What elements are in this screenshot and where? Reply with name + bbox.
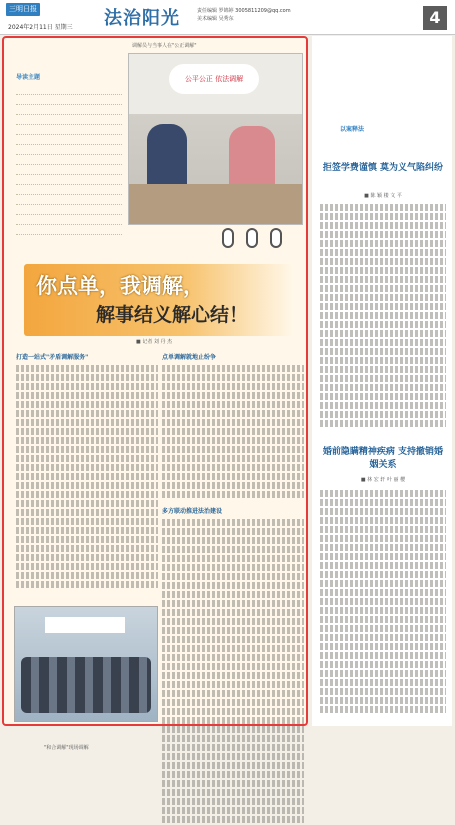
headline-line-2: 解事结义解心结！ [96, 304, 249, 326]
editor-line: 责任编辑 罗锦婷 3005811209@qq.com [197, 8, 291, 14]
banner-shape [45, 617, 125, 633]
article2-title: 婚前隐瞒精神疾病 支持撤销婚姻关系 [322, 447, 444, 470]
section-title: 法治阳光 [104, 8, 180, 29]
feature-article [2, 36, 308, 751]
right-section-label: 以案释法 [340, 126, 365, 133]
article2-byline: ■ 林 宏 轩 叶 丽 樱 [360, 477, 406, 483]
right-column [312, 36, 452, 726]
article-column-left [16, 352, 158, 590]
article-column-right [162, 352, 304, 825]
mediation-photo [128, 53, 303, 225]
audience-figures [21, 657, 151, 713]
page-header [0, 0, 455, 35]
event-photo [14, 606, 158, 722]
page-number: 4 [423, 6, 447, 30]
article-byline: ■ 记者 刘 丹 杰 [136, 339, 173, 345]
binder-rings [216, 228, 306, 248]
subhead-2: 点单调解就地止纷争 [162, 354, 217, 361]
editor-credits [197, 7, 291, 23]
article1-body [320, 204, 446, 429]
article2-body [320, 490, 446, 715]
newspaper-logo: 三明日报 [6, 3, 40, 16]
designer-line: 美术编辑 吴秀东 [197, 16, 234, 22]
intro-text [16, 86, 122, 236]
article1-byline: ■ 陈 颖 楼 文 平 [364, 193, 402, 199]
side-label: 导读主题 [16, 74, 41, 81]
photo-caption: 调解员与当事人在"公正调解" [132, 43, 197, 49]
article1-title: 拒签学费谨慎 莫为义气陷纠纷 [322, 163, 444, 173]
subhead-3: 多方联动推进法治建设 [162, 508, 223, 515]
headline-line-1: 你点单，我调解， [36, 274, 204, 298]
bottom-photo-caption: "和合调解"现场调解 [44, 745, 89, 751]
issue-date: 2024年2月11日 星期三 [8, 24, 73, 31]
photo-sign: 公平公正 依法调解 [169, 64, 259, 94]
subhead-1: 打造一站式"矛盾调解服务" [16, 354, 89, 361]
